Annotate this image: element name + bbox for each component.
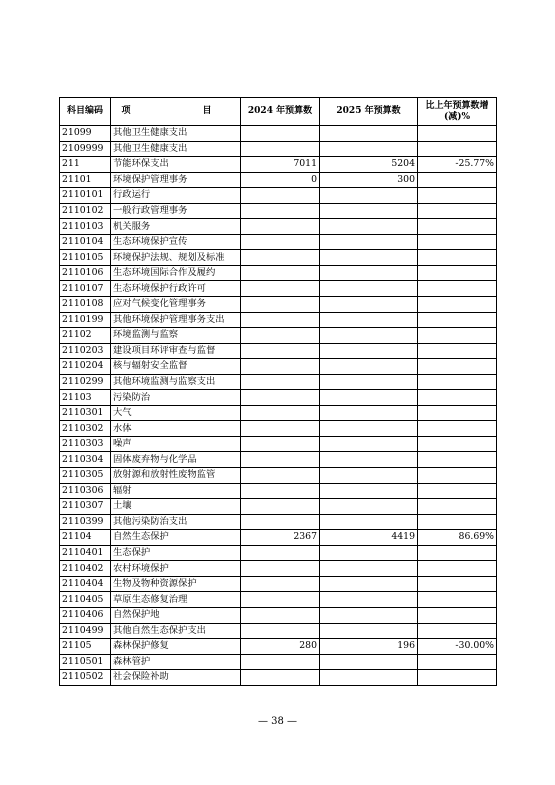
row-change: -30.00% <box>418 639 497 655</box>
row-name: 草原生态修复治理 <box>111 592 241 608</box>
table-row <box>60 514 497 530</box>
row-change <box>418 188 497 204</box>
row-change <box>418 265 497 281</box>
table-row <box>60 312 497 328</box>
table-row <box>60 250 497 266</box>
table-row <box>60 219 497 235</box>
row-name: 污染防治 <box>111 390 241 406</box>
row-change <box>418 281 497 297</box>
header-name: 项 目 <box>111 98 241 126</box>
row-name: 固体废弃物与化学品 <box>111 452 241 468</box>
row-name: 其他环境保护管理事务支出 <box>111 312 241 328</box>
row-change <box>418 592 497 608</box>
table-row <box>60 265 497 281</box>
table-row <box>60 576 497 592</box>
table-row <box>60 188 497 204</box>
row-name: 放射源和放射性废物监管 <box>111 468 241 484</box>
row-code: 2110499 <box>60 623 111 639</box>
row-budget-2025 <box>320 328 418 344</box>
row-budget-2025 <box>320 607 418 623</box>
row-budget-2025 <box>320 483 418 499</box>
row-budget-2025 <box>320 234 418 250</box>
row-budget-2025 <box>320 219 418 235</box>
row-name: 生态环境保护宣传 <box>111 234 241 250</box>
row-budget-2025 <box>320 188 418 204</box>
row-name: 其他环境监测与监察支出 <box>111 374 241 390</box>
row-name: 土壤 <box>111 499 241 515</box>
row-code: 2110199 <box>60 312 111 328</box>
row-code: 2109999 <box>60 141 111 157</box>
row-name: 环境保护法规、规划及标准 <box>111 250 241 266</box>
row-budget-2025 <box>320 281 418 297</box>
row-code: 2110108 <box>60 297 111 313</box>
row-name: 一般行政管理事务 <box>111 203 241 219</box>
row-name: 环境保护管理事务 <box>111 172 241 188</box>
row-change <box>418 561 497 577</box>
row-change <box>418 654 497 670</box>
row-name: 其他卫生健康支出 <box>111 141 241 157</box>
row-code: 21104 <box>60 530 111 546</box>
row-budget-2024 <box>241 141 320 157</box>
row-budget-2024 <box>241 545 320 561</box>
table-row <box>60 452 497 468</box>
row-budget-2024 <box>241 219 320 235</box>
row-name: 生物及物种资源保护 <box>111 576 241 592</box>
row-change <box>418 468 497 484</box>
row-budget-2025 <box>320 514 418 530</box>
row-name: 森林保护修复 <box>111 639 241 655</box>
row-code: 21103 <box>60 390 111 406</box>
row-budget-2024 <box>241 452 320 468</box>
table-row <box>60 203 497 219</box>
row-name: 节能环保支出 <box>111 157 241 173</box>
row-budget-2025 <box>320 297 418 313</box>
table-row <box>60 561 497 577</box>
row-change <box>418 343 497 359</box>
row-budget-2025 <box>320 654 418 670</box>
table-header-row <box>60 98 497 126</box>
row-change <box>418 483 497 499</box>
row-code: 211 <box>60 157 111 173</box>
row-change <box>418 172 497 188</box>
header-budget-2025: 2025 年预算数 <box>320 98 418 126</box>
row-name: 核与辐射安全监督 <box>111 359 241 375</box>
row-budget-2024: 7011 <box>241 157 320 173</box>
row-name: 辐射 <box>111 483 241 499</box>
row-code: 2110106 <box>60 265 111 281</box>
table-body <box>60 126 497 686</box>
row-budget-2025 <box>320 561 418 577</box>
row-budget-2024 <box>241 343 320 359</box>
row-code: 2110303 <box>60 436 111 452</box>
row-code: 2110405 <box>60 592 111 608</box>
row-budget-2025 <box>320 374 418 390</box>
table-row <box>60 234 497 250</box>
row-budget-2024 <box>241 514 320 530</box>
row-code: 2110401 <box>60 545 111 561</box>
row-change: 86.69% <box>418 530 497 546</box>
header-change: 比上年预算数增(减)% <box>418 98 497 126</box>
row-code: 2110302 <box>60 421 111 437</box>
row-change <box>418 126 497 142</box>
row-change: -25.77% <box>418 157 497 173</box>
row-budget-2025 <box>320 126 418 142</box>
row-name: 行政运行 <box>111 188 241 204</box>
row-change <box>418 436 497 452</box>
row-code: 21101 <box>60 172 111 188</box>
row-budget-2024 <box>241 623 320 639</box>
table-row <box>60 468 497 484</box>
row-budget-2024 <box>241 654 320 670</box>
row-budget-2025 <box>320 468 418 484</box>
table-row <box>60 499 497 515</box>
row-budget-2024 <box>241 359 320 375</box>
row-code: 21099 <box>60 126 111 142</box>
row-budget-2024 <box>241 576 320 592</box>
table-row <box>60 126 497 142</box>
table-row <box>60 545 497 561</box>
row-budget-2024 <box>241 297 320 313</box>
row-change <box>418 203 497 219</box>
table-row <box>60 592 497 608</box>
row-budget-2024 <box>241 436 320 452</box>
row-code: 2110404 <box>60 576 111 592</box>
row-budget-2025 <box>320 670 418 686</box>
row-change <box>418 312 497 328</box>
row-change <box>418 328 497 344</box>
row-code: 2110402 <box>60 561 111 577</box>
row-budget-2024 <box>241 483 320 499</box>
table-row <box>60 172 497 188</box>
row-name: 建设项目环评审查与监督 <box>111 343 241 359</box>
row-budget-2024 <box>241 421 320 437</box>
row-name: 机关服务 <box>111 219 241 235</box>
row-change <box>418 141 497 157</box>
row-budget-2024: 280 <box>241 639 320 655</box>
row-budget-2025: 4419 <box>320 530 418 546</box>
row-budget-2025: 5204 <box>320 157 418 173</box>
table-row <box>60 281 497 297</box>
row-change <box>418 250 497 266</box>
row-name: 应对气候变化管理事务 <box>111 297 241 313</box>
row-budget-2024 <box>241 670 320 686</box>
row-change <box>418 670 497 686</box>
row-name: 自然保护地 <box>111 607 241 623</box>
row-budget-2025 <box>320 343 418 359</box>
row-budget-2024 <box>241 312 320 328</box>
row-budget-2025 <box>320 452 418 468</box>
row-budget-2025: 300 <box>320 172 418 188</box>
row-budget-2024 <box>241 250 320 266</box>
row-change <box>418 359 497 375</box>
row-budget-2025 <box>320 436 418 452</box>
row-change <box>418 421 497 437</box>
row-code: 2110204 <box>60 359 111 375</box>
row-change <box>418 514 497 530</box>
row-code: 2110103 <box>60 219 111 235</box>
row-code: 2110501 <box>60 654 111 670</box>
row-budget-2024 <box>241 203 320 219</box>
table-row <box>60 639 497 655</box>
table-row <box>60 654 497 670</box>
row-code: 21102 <box>60 328 111 344</box>
row-budget-2024 <box>241 561 320 577</box>
row-change <box>418 576 497 592</box>
row-budget-2025 <box>320 421 418 437</box>
table-row <box>60 405 497 421</box>
row-name: 水体 <box>111 421 241 437</box>
row-code: 2110306 <box>60 483 111 499</box>
row-name: 其他卫生健康支出 <box>111 126 241 142</box>
row-budget-2025 <box>320 359 418 375</box>
row-budget-2024 <box>241 592 320 608</box>
row-budget-2025 <box>320 390 418 406</box>
row-code: 2110305 <box>60 468 111 484</box>
row-change <box>418 219 497 235</box>
table-row <box>60 328 497 344</box>
row-name: 其他污染防治支出 <box>111 514 241 530</box>
table-row <box>60 436 497 452</box>
row-budget-2025 <box>320 499 418 515</box>
row-budget-2025 <box>320 623 418 639</box>
budget-table <box>59 97 497 686</box>
row-code: 2110107 <box>60 281 111 297</box>
row-budget-2024 <box>241 281 320 297</box>
row-code: 2110399 <box>60 514 111 530</box>
row-code: 2110102 <box>60 203 111 219</box>
table-row <box>60 343 497 359</box>
row-change <box>418 545 497 561</box>
row-name: 森林管护 <box>111 654 241 670</box>
row-budget-2024: 2367 <box>241 530 320 546</box>
table-row <box>60 483 497 499</box>
table-row <box>60 390 497 406</box>
row-change <box>418 499 497 515</box>
row-budget-2025: 196 <box>320 639 418 655</box>
row-name: 生态环境保护行政许可 <box>111 281 241 297</box>
table-row <box>60 141 497 157</box>
row-budget-2024 <box>241 126 320 142</box>
table-row <box>60 623 497 639</box>
table-row <box>60 607 497 623</box>
row-budget-2024 <box>241 468 320 484</box>
row-budget-2025 <box>320 592 418 608</box>
row-code: 2110304 <box>60 452 111 468</box>
header-budget-2024: 2024 年预算数 <box>241 98 320 126</box>
row-budget-2025 <box>320 405 418 421</box>
row-name: 社会保险补助 <box>111 670 241 686</box>
table-row <box>60 157 497 173</box>
row-budget-2024: 0 <box>241 172 320 188</box>
row-name: 生态环境国际合作及履约 <box>111 265 241 281</box>
row-code: 2110101 <box>60 188 111 204</box>
row-budget-2024 <box>241 390 320 406</box>
page-number: — 38 — <box>257 716 298 727</box>
row-code: 2110502 <box>60 670 111 686</box>
row-budget-2024 <box>241 607 320 623</box>
row-budget-2024 <box>241 265 320 281</box>
row-code: 2110299 <box>60 374 111 390</box>
row-budget-2024 <box>241 499 320 515</box>
row-code: 21105 <box>60 639 111 655</box>
row-change <box>418 607 497 623</box>
row-budget-2025 <box>320 265 418 281</box>
row-change <box>418 452 497 468</box>
row-budget-2025 <box>320 141 418 157</box>
row-budget-2024 <box>241 405 320 421</box>
row-change <box>418 297 497 313</box>
table-row <box>60 530 497 546</box>
row-code: 2110307 <box>60 499 111 515</box>
row-budget-2024 <box>241 374 320 390</box>
row-name: 其他自然生态保护支出 <box>111 623 241 639</box>
row-name: 自然生态保护 <box>111 530 241 546</box>
row-budget-2025 <box>320 312 418 328</box>
row-change <box>418 374 497 390</box>
row-budget-2025 <box>320 203 418 219</box>
row-name: 环境监测与监察 <box>111 328 241 344</box>
row-name: 生态保护 <box>111 545 241 561</box>
table-row <box>60 421 497 437</box>
row-code: 2110203 <box>60 343 111 359</box>
table-row <box>60 374 497 390</box>
row-change <box>418 234 497 250</box>
row-budget-2024 <box>241 328 320 344</box>
row-budget-2025 <box>320 576 418 592</box>
row-code: 2110406 <box>60 607 111 623</box>
row-name: 农村环境保护 <box>111 561 241 577</box>
table-row <box>60 359 497 375</box>
row-change <box>418 623 497 639</box>
row-name: 噪声 <box>111 436 241 452</box>
header-code: 科目编码 <box>60 98 111 126</box>
row-name: 大气 <box>111 405 241 421</box>
row-budget-2025 <box>320 250 418 266</box>
row-change <box>418 390 497 406</box>
row-code: 2110104 <box>60 234 111 250</box>
table-row <box>60 670 497 686</box>
row-change <box>418 405 497 421</box>
row-budget-2024 <box>241 234 320 250</box>
table-row <box>60 297 497 313</box>
row-budget-2024 <box>241 188 320 204</box>
row-code: 2110301 <box>60 405 111 421</box>
row-code: 2110105 <box>60 250 111 266</box>
row-budget-2025 <box>320 545 418 561</box>
